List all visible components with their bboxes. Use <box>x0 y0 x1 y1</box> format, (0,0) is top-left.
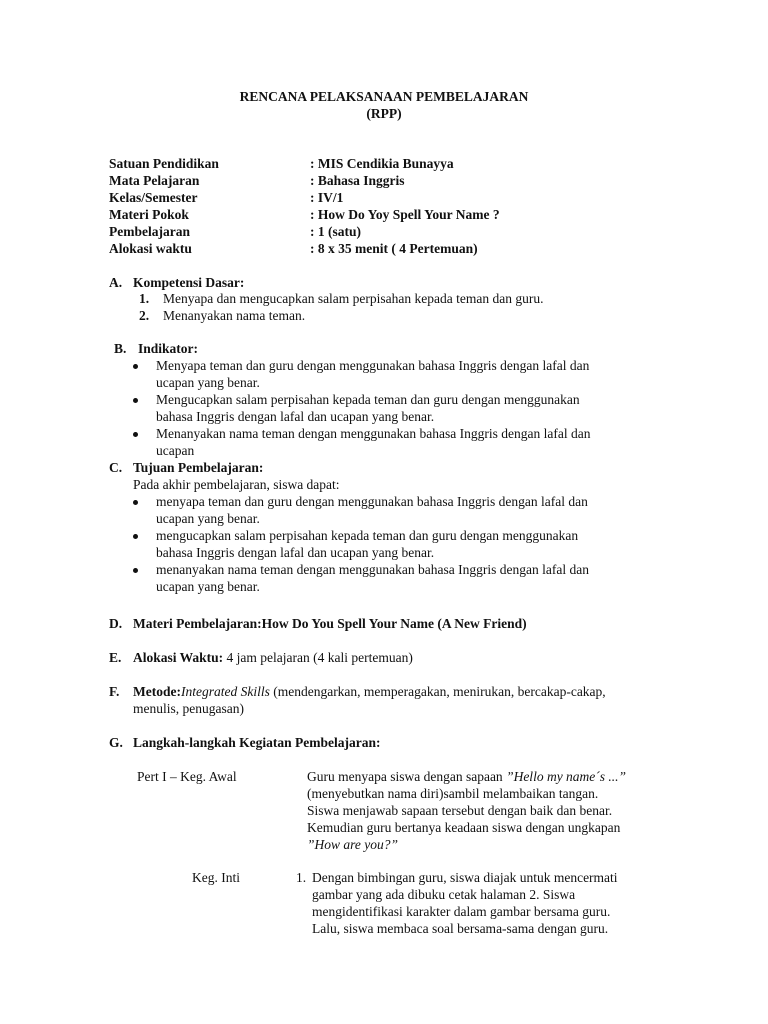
section-c-intro: Pada akhir pembelajaran, siswa dapat: <box>133 477 340 492</box>
list-item-continued: ucapan yang benar. <box>156 579 260 594</box>
activity-text <box>307 768 626 785</box>
list-number: 1. <box>296 870 307 885</box>
identity-value: : IV/1 <box>310 190 344 205</box>
activity-text-part: Guru menyapa siswa dengan sapaan <box>307 769 507 784</box>
list-number: 1. <box>139 291 150 306</box>
document-subtitle: (RPP) <box>366 106 402 121</box>
list-item: Menanyakan nama teman dengan menggunakan bahasa Inggris dengan lafal dan <box>156 426 591 441</box>
activity-text: Kemudian guru bertanya keadaan siswa dengan ungkapan <box>307 820 621 835</box>
activity-text: Siswa menjawab sapaan tersebut dengan baik dan benar. <box>307 803 613 818</box>
section-c-letter: C. <box>109 460 123 475</box>
bullet-icon <box>133 398 138 403</box>
section-e-text: 4 jam pelajaran (4 kali pertemuan) <box>223 650 413 665</box>
section-d-text: How Do You Spell Your Name (A New Friend) <box>261 616 527 631</box>
section-f-letter: F. <box>109 684 120 699</box>
list-item-continued: ucapan yang benar. <box>156 375 260 390</box>
activity-text: Dengan bimbingan guru, siswa diajak untuk mencermati <box>312 870 618 885</box>
identity-label: Alokasi waktu <box>109 241 192 256</box>
list-item-continued: bahasa Inggris dengan lafal dan ucapan yang benar. <box>156 409 435 424</box>
identity-value: : MIS Cendikia Bunayya <box>310 156 454 171</box>
list-number: 2. <box>139 308 150 323</box>
bullet-icon <box>133 500 138 505</box>
list-item: Mengucapkan salam perpisahan kepada teman dan guru dengan menggunakan <box>156 392 580 407</box>
list-item-continued: ucapan <box>156 443 195 458</box>
activity-text-italic: ”How are you?” <box>307 837 399 852</box>
activity-text: (menyebutkan nama diri)sambil melambaikan tangan. <box>307 786 599 801</box>
section-f-italic: Integrated Skills <box>180 684 270 699</box>
list-item-continued: ucapan yang benar. <box>156 511 260 526</box>
activity-text: mengidentifikasi karakter dalam gambar bersama guru. <box>312 904 611 919</box>
section-f-line2: menulis, penugasan) <box>133 701 244 716</box>
identity-value: : How Do Yoy Spell Your Name ? <box>310 207 500 222</box>
list-item: Menyapa teman dan guru dengan menggunakan bahasa Inggris dengan lafal dan <box>156 358 590 373</box>
list-item: mengucapkan salam perpisahan kepada teman dan guru dengan menggunakan <box>156 528 579 543</box>
section-g-letter: G. <box>109 735 123 750</box>
section-b-heading: Indikator: <box>138 341 199 356</box>
document-title: RENCANA PELAKSANAAN PEMBELAJARAN <box>239 89 529 104</box>
list-item-continued: bahasa Inggris dengan lafal dan ucapan yang benar. <box>156 545 435 560</box>
activity-text-italic: ”Hello my name´s ...” <box>506 769 627 784</box>
bullet-icon <box>133 534 138 539</box>
activity-label-inti: Keg. Inti <box>192 870 240 885</box>
bullet-icon <box>133 568 138 573</box>
section-d-heading: Materi Pembelajaran: <box>133 616 262 631</box>
section-a-heading: Kompetensi Dasar: <box>133 275 245 290</box>
section-e-line <box>133 649 413 666</box>
bullet-icon <box>133 432 138 437</box>
list-item: Menanyakan nama teman. <box>163 308 306 323</box>
identity-label: Pembelajaran <box>109 224 190 239</box>
section-a-letter: A. <box>109 275 123 290</box>
identity-label: Mata Pelajaran <box>109 173 200 188</box>
identity-label: Materi Pokok <box>109 207 189 222</box>
section-d-letter: D. <box>109 616 123 631</box>
section-e-heading: Alokasi Waktu: <box>133 650 224 665</box>
identity-label: Kelas/Semester <box>109 190 198 205</box>
section-b-letter: B. <box>114 341 127 356</box>
section-f-text: (mendengarkan, memperagakan, menirukan, bercakap-cakap, <box>269 684 606 699</box>
identity-value: : Bahasa Inggris <box>310 173 405 188</box>
section-g-heading: Langkah-langkah Kegiatan Pembelajaran: <box>133 735 381 750</box>
section-d-line <box>133 615 527 632</box>
section-f-heading: Metode: <box>133 684 181 699</box>
identity-label: Satuan Pendidikan <box>109 156 219 171</box>
activity-label-awal: Pert I – Keg. Awal <box>137 769 237 784</box>
section-e-letter: E. <box>109 650 122 665</box>
list-item: menanyakan nama teman dengan menggunakan bahasa Inggris dengan lafal dan <box>156 562 589 577</box>
section-c-heading: Tujuan Pembelajaran: <box>133 460 264 475</box>
identity-value: : 1 (satu) <box>310 224 361 239</box>
activity-text: gambar yang ada dibuku cetak halaman 2. Siswa <box>312 887 576 902</box>
bullet-icon <box>133 364 138 369</box>
list-item: menyapa teman dan guru dengan menggunakan bahasa Inggris dengan lafal dan <box>156 494 588 509</box>
list-item: Menyapa dan mengucapkan salam perpisahan kepada teman dan guru. <box>163 291 544 306</box>
section-f-line <box>133 683 606 700</box>
identity-value: : 8 x 35 menit ( 4 Pertemuan) <box>310 241 478 256</box>
activity-text: Lalu, siswa membaca soal bersama-sama dengan guru. <box>312 921 609 936</box>
